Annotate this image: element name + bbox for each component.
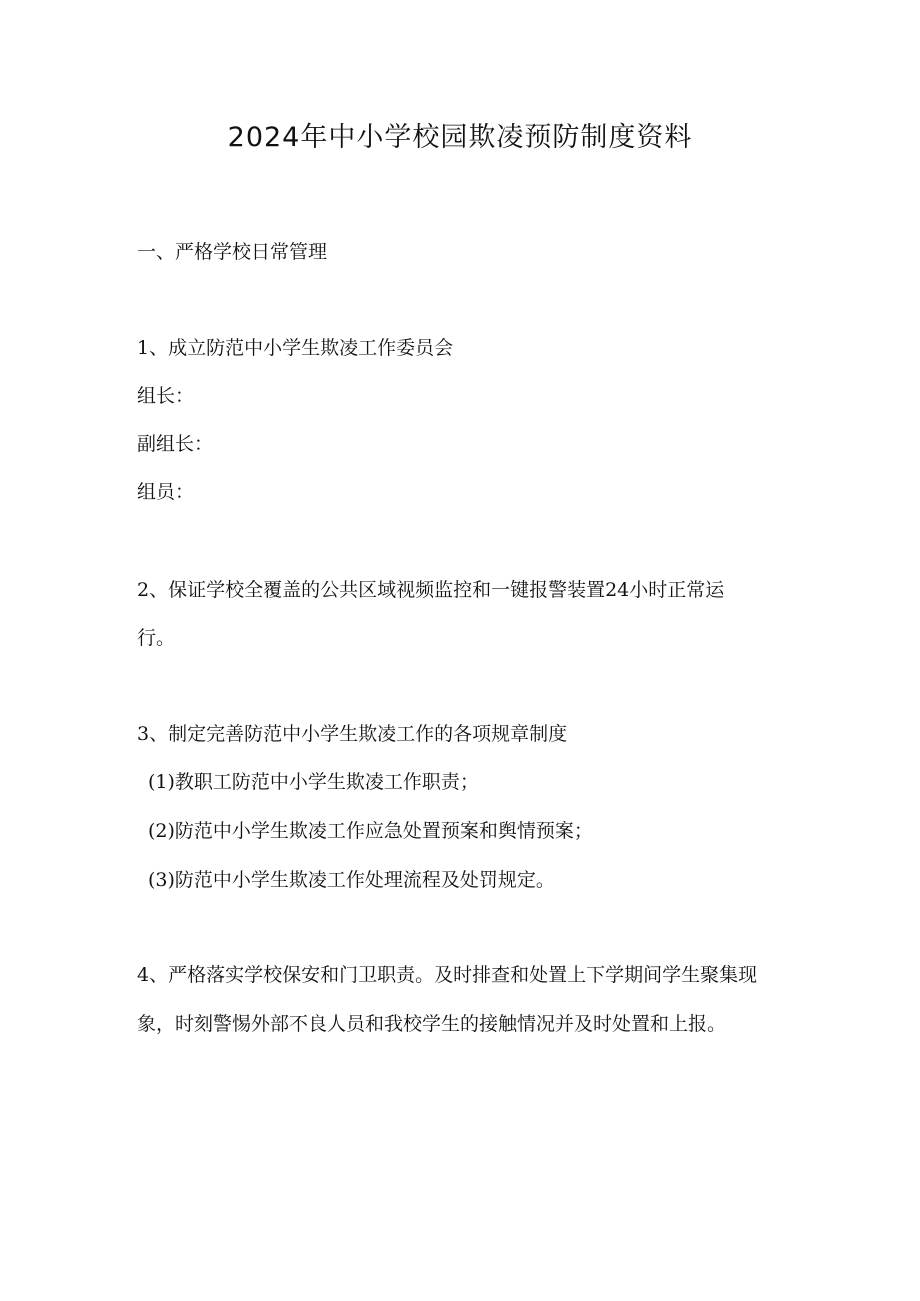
item-3-sub-3: (3)防范中小学生欺凌工作处理流程及处罚规定。 bbox=[148, 869, 555, 891]
section-heading: 一、严格学校日常管理 bbox=[137, 241, 328, 263]
item-2-line-2: 行。 bbox=[137, 627, 176, 649]
item-4-line-1: 4、严格落实学校保安和门卫职责。及时排查和处置上下学期间学生聚集现 bbox=[137, 964, 758, 986]
item-1-text: 1、成立防范中小学生欺凌工作委员会 bbox=[137, 337, 454, 359]
item-2-line-1: 2、保证学校全覆盖的公共区域视频监控和一键报警装置24小时正常运 bbox=[137, 579, 725, 601]
leader-label: 组长： bbox=[137, 385, 195, 407]
item-3-sub-2: (2)防范中小学生欺凌工作应急处置预案和舆情预案； bbox=[148, 820, 593, 842]
document-title: 2024年中小学校园欺凌预防制度资料 bbox=[227, 122, 693, 153]
deputy-leader-label: 副组长： bbox=[137, 433, 214, 455]
item-3-sub-1: (1)教职工防范中小学生欺凌工作职责； bbox=[148, 771, 479, 793]
item-4-line-2: 象，时刻警惕外部不良人员和我校学生的接触情况并及时处置和上报。 bbox=[137, 1013, 727, 1035]
members-label: 组员： bbox=[137, 481, 195, 503]
item-3-text: 3、制定完善防范中小学生欺凌工作的各项规章制度 bbox=[137, 723, 568, 745]
